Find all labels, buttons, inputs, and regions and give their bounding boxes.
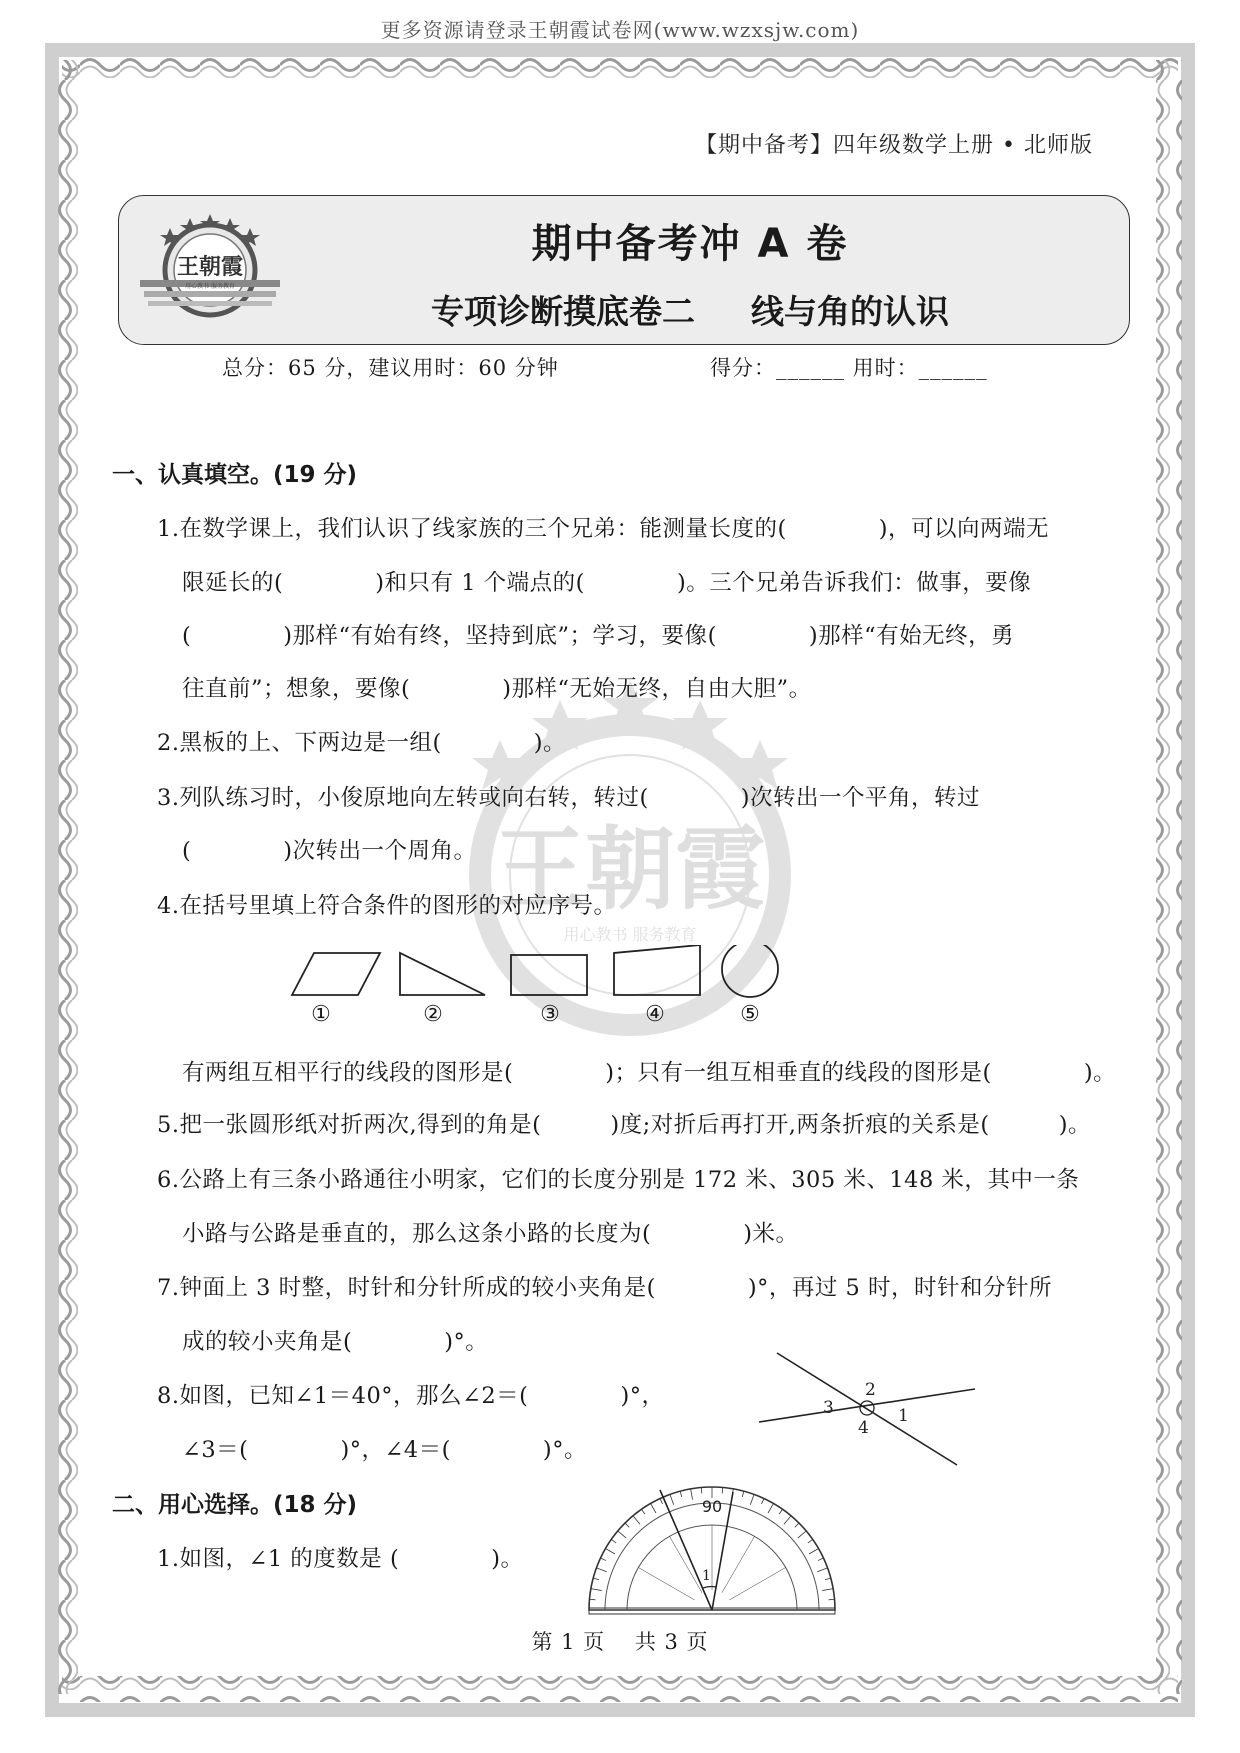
shape-circle [722, 945, 778, 997]
q8-line1: 8.如图，已知∠1＝40°，那么∠2＝( )°， [157, 1383, 665, 1409]
shape-right-triangle [400, 953, 485, 995]
q3-line1: 3.列队练习时，小俊原地向左转或向右转，转过( )次转出一个平角，转过 [157, 785, 981, 811]
protractor-tick [817, 1568, 827, 1572]
protractor-guide [722, 1536, 755, 1592]
protractor-tick [589, 1599, 595, 1600]
q4-answer-line: 有两组互相平行的线段的图形是( )；只有一组互相垂直的线段的图形是( )。 [182, 1060, 1117, 1086]
subtitle-left: 专项诊断摸底卷二 [431, 292, 695, 331]
protractor-tick [809, 1549, 819, 1555]
q6-line1: 6.公路上有三条小路通往小明家，它们的长度分别是 172 米、305 米、148 米，其中一条 [157, 1167, 1080, 1193]
protractor-tick [761, 1499, 764, 1504]
watermark-name: 王朝霞 [495, 816, 765, 922]
protractor-tick [768, 1503, 774, 1513]
shape-parallelogram [292, 953, 380, 995]
protractor-tick [829, 1599, 835, 1600]
q1-line2: 限延长的( )和只有 1 个端点的( )。三个兄弟告诉我们：做事，要像 [182, 570, 1032, 596]
protractor-tick [601, 1558, 606, 1561]
protractor-guide [729, 1568, 785, 1601]
angle-label-2: 2 [865, 1380, 876, 1400]
angle-label-1: 1 [898, 1406, 909, 1426]
protractor-tick [822, 1589, 833, 1591]
q8-angle-figure [755, 1345, 985, 1470]
q2-line: 2.黑板的上、下两边是一组( )。 [157, 730, 567, 756]
q8-line2: ∠3＝( )°，∠4＝( )°。 [182, 1437, 587, 1463]
protractor-angle-label: 1 [702, 1568, 711, 1584]
shape-label-3: ③ [540, 1002, 560, 1027]
protractor-tick [605, 1549, 615, 1555]
protractor-tick [591, 1589, 602, 1591]
protractor-tick [818, 1558, 823, 1561]
logo-name: 王朝霞 [176, 254, 244, 280]
protractor-tick [691, 1489, 693, 1500]
exam-subtitle [0, 286, 1240, 333]
protractor-figure [585, 1482, 840, 1617]
protractor-tick [633, 1516, 640, 1524]
q1-line1: 1.在数学课上，我们认识了线家族的三个兄弟：能测量长度的( )，可以向两端无 [157, 516, 1050, 542]
protractor-tick [618, 1531, 626, 1538]
protractor-tick [779, 1509, 782, 1514]
protractor-guide [638, 1568, 694, 1601]
section-1-heading: 一、认真填空。(19 分) [112, 462, 358, 488]
website-note: 更多资源请登录王朝霞试卷网(www.wzxsjw.com) [380, 18, 860, 42]
shape-rectangle [511, 955, 587, 995]
protractor-tick [784, 1516, 791, 1524]
protractor-tick [596, 1568, 606, 1572]
protractor-guide [670, 1536, 703, 1592]
shape-label-1: ① [311, 1002, 331, 1027]
protractor-tick [825, 1578, 831, 1580]
shape-label-5: ⑤ [740, 1002, 760, 1027]
shape-right-trapezoid [614, 945, 700, 995]
protractor-tick [641, 1509, 644, 1514]
score-fill-line: 得分：______ 用时：______ [710, 356, 988, 380]
shape-label-2: ② [423, 1002, 443, 1027]
protractor-tick [701, 1487, 702, 1493]
score-info: 总分：65 分，建议用时：60 分钟 [222, 356, 559, 380]
protractor-tick [611, 1539, 616, 1542]
protractor-tick [795, 1523, 799, 1527]
logo-slogan: 用心教书 服务教育 [185, 283, 235, 290]
angle-label-4: 4 [858, 1418, 869, 1438]
protractor-tick [593, 1578, 599, 1580]
protractor-tick [808, 1539, 813, 1542]
exam-title: 期中备考冲 A 卷 [531, 221, 849, 267]
protractor-90-label: 90 [701, 1497, 723, 1516]
protractor-tick [651, 1503, 657, 1513]
shape-label-4: ④ [645, 1002, 665, 1027]
protractor-tick [722, 1487, 723, 1493]
q4-line: 4.在括号里填上符合条件的图形的对应序号。 [157, 893, 617, 919]
choice-1-line: 1.如图，∠1 的度数是 ( )。 [157, 1546, 524, 1572]
q7-line1: 7.钟面上 3 时整，时针和分针所成的较小夹角是( )°，再过 5 时，时针和分针所 [157, 1275, 1053, 1301]
protractor-tick [750, 1494, 754, 1504]
protractor-tick [742, 1491, 744, 1497]
q3-line2: ( )次转出一个周角。 [182, 838, 477, 864]
protractor-tick [625, 1523, 629, 1527]
q7-line2: 成的较小夹角是( )°。 [182, 1329, 489, 1355]
section-2-heading: 二、用心选择。(18 分) [112, 1492, 358, 1518]
q1-line4: 往直前”；想象，要像( )那样“无始无终，自由大胆”。 [182, 676, 812, 702]
intersection-marker [860, 1401, 874, 1415]
protractor-tick [798, 1531, 806, 1538]
line-steep [777, 1353, 957, 1465]
page-footer: 第 1 页 共 3 页 [531, 1630, 709, 1654]
watermark-slogan: 用心教书 服务教育 [563, 925, 697, 944]
q1-line3: ( )那样“有始有终，坚持到底”；学习，要像( )那样“有始无终，勇 [182, 623, 1015, 649]
angle-label-3: 3 [823, 1398, 834, 1418]
series-label: 【期中备考】四年级数学上册 • 北师版 [695, 133, 1093, 158]
protractor-tick [660, 1499, 663, 1504]
q5-line: 5.把一张圆形纸对折两次,得到的角是( )度;对折后再打开,两条折痕的关系是( )。 [157, 1112, 1091, 1138]
protractor-tick [670, 1494, 674, 1504]
subtitle-right: 线与角的认识 [751, 292, 949, 331]
protractor-tick [680, 1491, 682, 1497]
q6-line2: 小路与公路是垂直的，那么这条小路的长度为( )米。 [182, 1221, 799, 1247]
q4-shapes [280, 945, 800, 1005]
